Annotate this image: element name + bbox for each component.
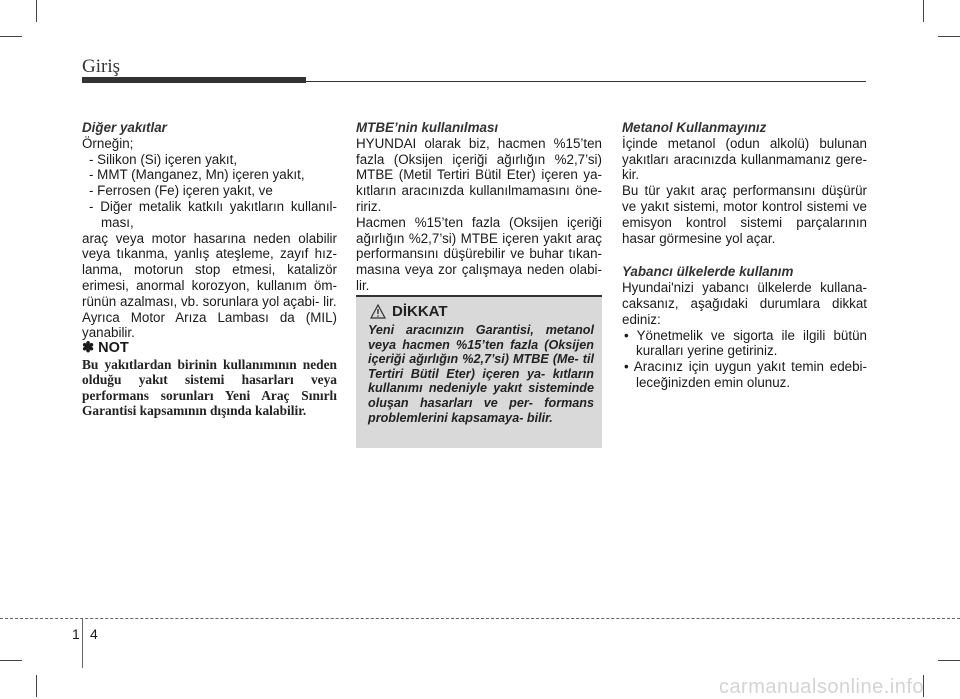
chapter-number: 1 (72, 626, 80, 642)
note-body: Bu yakıtlardan birinin kullanımının neden olduğu yakıt sistemi hasarları veya performans sorunları Yeni Araç Sınırlı Garantisi kapsamının dışında kalabilir. (82, 356, 337, 419)
column-right (622, 120, 867, 391)
note-title: ✽ NOT (82, 340, 129, 357)
heading-mtbe: MTBE’nin kullanılması (356, 120, 499, 135)
list-item: - Ferrosen (Fe) içeren yakıt, ve (89, 183, 273, 199)
page-number-divider (82, 618, 83, 668)
crop-mark (36, 675, 37, 697)
paragraph: Bu tür yakıt araç performansını düşürür ve yakıt sistemi, motor kontrol sistemi ve emisyon kontrol sistemi parçalarının hasar görmesine yol açar. (622, 183, 867, 246)
footer-rule (0, 618, 960, 619)
crop-mark (938, 660, 960, 661)
caution-box (356, 295, 602, 448)
paragraph: araç veya motor hasarına neden olabilir veya tıkanma, yanlış ateşleme, zayıf hız- lanma, motorun stop etmesi, katalizör erimesi, anormal korozyon, kullanım öm- rünün azalması, vb. sorunlara yol açabi- lir. (82, 230, 337, 309)
paragraph: Hyundai'nizi yabancı ülkelerde kullana- caksanız, aşağıdaki durumlara dikkat ediniz: (622, 280, 867, 327)
crop-mark (0, 36, 22, 37)
heading-foreign-use: Yabancı ülkelerde kullanım (622, 264, 794, 280)
list-item: - Silikon (Si) içeren yakıt, (89, 151, 238, 167)
paragraph: Hacmen %15’ten fazla (Oksijen içeriği ağırlığın %2,7’si) MTBE içeren yakıt araç performansını düşürebilir ve buhar tıkan- masına veya zor çalışmaya neden olabi- lir. (356, 214, 602, 293)
header-rule-thick (82, 77, 306, 83)
paragraph: İçinde metanol (odun alkolü) bulunan yakıtları aracınızda kullanmamanız gere- kir. (622, 135, 867, 183)
caution-top-rule (356, 295, 602, 297)
list-item: - Diğer metalik katkılı yakıtların kullanıl- ması, (89, 198, 337, 230)
watermark: carmanualsonline.info (718, 676, 924, 698)
crop-mark (0, 660, 22, 661)
bullet-item: • Yönetmelik ve sigorta ile ilgili bütün kuralları yerine getiriniz. (624, 327, 867, 359)
crop-mark (36, 0, 37, 22)
warning-triangle-icon (370, 304, 386, 319)
crop-mark (923, 0, 924, 22)
intro-text: Örneğin; (82, 135, 134, 151)
list-item: - MMT (Manganez, Mn) içeren yakıt, (89, 167, 305, 183)
caution-header (370, 303, 448, 320)
column-middle (356, 120, 602, 294)
section-title: Giriş (82, 56, 120, 77)
page-number: 4 (90, 626, 98, 642)
paragraph: HYUNDAI olarak biz, hacmen %15’ten fazla (Oksijen içeriği ağırlığın %2,7’si) MTBE (Metil Tertiri Bütil Eter) içeren ya- kıtların aracınızda kullanılmamasını öne- ririz. (356, 135, 602, 214)
spacer (622, 246, 867, 264)
crop-mark (938, 36, 960, 37)
header-rule-thin (306, 81, 866, 82)
bullet-item: • Aracınız için uygun yakıt temin edebi- leceğinizden emin olunuz. (624, 359, 867, 390)
caution-body: Yeni aracınızın Garantisi, metanol veya hacmen %15’ten fazla (Oksijen içeriği ağırlığın %2,7’si) MTBE (Me- til Tertiri Bütil Eter) içeren ya- kıtların kullanımı nedeniyle yakıt sisteminde oluşan hasarları ve per- formans problemlerini kapsamaya- bilir. (368, 323, 594, 425)
paragraph: Ayrıca Motor Arıza Lambası da (MIL) yanabilir. (82, 309, 337, 341)
heading-other-fuels: Diğer yakıtlar (82, 120, 167, 135)
column-left (82, 120, 337, 419)
caution-title: DİKKAT (392, 303, 448, 320)
heading-methanol: Metanol Kullanmayınız (622, 120, 767, 135)
